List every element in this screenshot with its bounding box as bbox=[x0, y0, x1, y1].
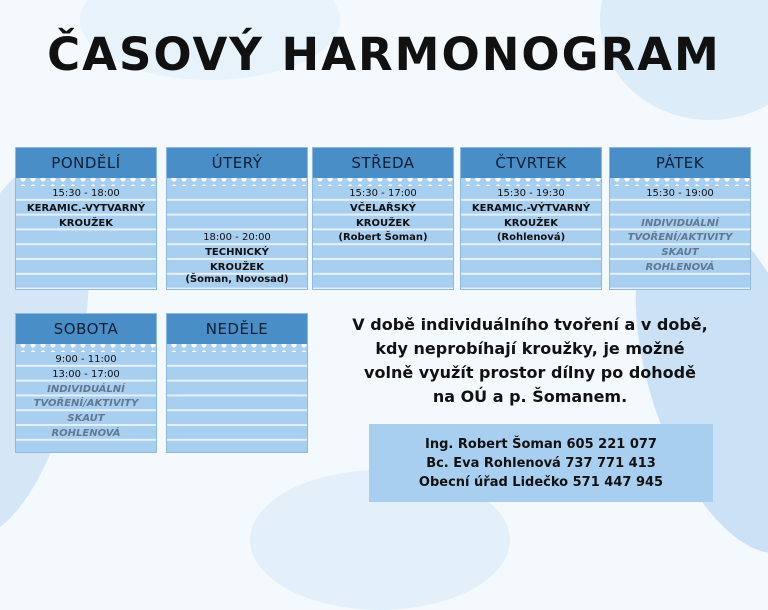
day-card-ctvrtek bbox=[460, 147, 602, 290]
schedule-lines bbox=[16, 352, 156, 452]
time-slot: 15:30 - 19:30 bbox=[497, 188, 565, 199]
time-slot: 15:30 - 17:00 bbox=[349, 188, 417, 199]
activity-name: TVOŘENÍ/AKTIVITY bbox=[33, 398, 139, 410]
activity-name: TECHNICKÝ bbox=[205, 246, 269, 258]
note-line: V době individuálního tvoření a v době, bbox=[352, 315, 708, 334]
day-header: SOBOTA bbox=[16, 314, 156, 344]
day-card-streda bbox=[312, 147, 454, 290]
day-header: ČTVRTEK bbox=[461, 148, 601, 178]
contact-line: Ing. Robert Šoman 605 221 077 bbox=[425, 436, 657, 452]
activity-name: SKAUT bbox=[67, 413, 105, 425]
schedule-lines bbox=[610, 186, 750, 289]
dotted-divider bbox=[16, 344, 156, 352]
activity-name: ROHLENOVÁ bbox=[645, 261, 715, 273]
activity-name: INDIVIDUÁLNÍ bbox=[47, 383, 125, 395]
dotted-divider bbox=[610, 178, 750, 186]
page-title: ČASOVÝ HARMONOGRAM bbox=[47, 28, 721, 81]
activity-name: KERAMIC.-VÝTVARNÝ bbox=[471, 202, 591, 214]
activity-name: KROUŽEK bbox=[59, 217, 113, 229]
activity-name: SKAUT bbox=[661, 247, 699, 259]
day-header: PONDĚLÍ bbox=[16, 148, 156, 178]
activity-name: KERAMIC.-VYTVARNÝ bbox=[26, 202, 146, 214]
day-header: STŘEDA bbox=[313, 148, 453, 178]
time-slot: 18:00 - 20:00 bbox=[203, 232, 271, 243]
time-slot: 9:00 - 11:00 bbox=[55, 354, 117, 365]
dotted-divider bbox=[16, 178, 156, 186]
activity-leader: (Šoman, Novosad) bbox=[185, 274, 289, 286]
time-slot: 15:30 - 19:00 bbox=[646, 188, 714, 199]
schedule-lines bbox=[461, 186, 601, 289]
day-card-utery bbox=[166, 147, 308, 290]
day-header: PÁTEK bbox=[610, 148, 750, 178]
schedule-lines bbox=[313, 186, 453, 289]
contact-line: Obecní úřad Lidečko 571 447 945 bbox=[418, 474, 664, 490]
activity-leader: (Robert Šoman) bbox=[338, 232, 428, 244]
activity-name: KROUŽEK bbox=[210, 261, 264, 273]
time-slot: 15:30 - 18:00 bbox=[52, 188, 120, 199]
schedule-lines bbox=[16, 186, 156, 289]
dotted-divider bbox=[167, 344, 307, 352]
info-note bbox=[310, 313, 750, 409]
day-header: NEDĚLE bbox=[167, 314, 307, 344]
day-card-patek bbox=[609, 147, 751, 290]
time-slot: 13:00 - 17:00 bbox=[52, 368, 120, 380]
day-card-pondeli bbox=[15, 147, 157, 290]
dotted-divider bbox=[313, 178, 453, 186]
note-line: kdy neprobíhají kroužky, je možné bbox=[375, 339, 685, 358]
activity-name: TVOŘENÍ/AKTIVITY bbox=[627, 232, 733, 244]
note-line: na OÚ a p. Šomanem. bbox=[432, 387, 628, 406]
dotted-divider bbox=[461, 178, 601, 186]
activity-leader: (Rohlenová) bbox=[496, 232, 566, 244]
activity-name: INDIVIDUÁLNÍ bbox=[641, 217, 719, 229]
schedule-lines bbox=[167, 186, 307, 289]
activity-name: KROUŽEK bbox=[504, 217, 558, 229]
schedule-lines bbox=[167, 352, 307, 452]
day-card-nedele bbox=[166, 313, 308, 453]
activity-name: KROUŽEK bbox=[356, 217, 410, 229]
note-line: volně využít prostor dílny po dohodě bbox=[364, 363, 696, 382]
day-header: ÚTERÝ bbox=[167, 148, 307, 178]
contact-line: Bc. Eva Rohlenová 737 771 413 bbox=[426, 455, 656, 471]
dotted-divider bbox=[167, 178, 307, 186]
contacts-box bbox=[369, 424, 713, 502]
day-card-sobota bbox=[15, 313, 157, 453]
activity-name: VČELAŘSKÝ bbox=[350, 202, 416, 214]
activity-name: ROHLENOVÁ bbox=[51, 427, 121, 439]
